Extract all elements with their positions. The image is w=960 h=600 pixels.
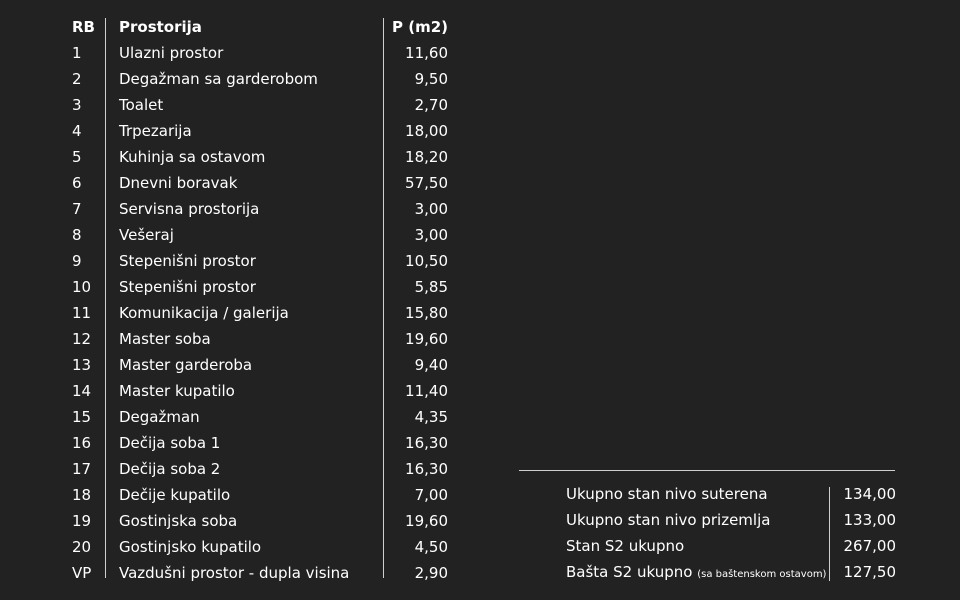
column-divider-rb: [105, 18, 106, 578]
room-area: 4,50: [414, 538, 448, 556]
table-row: [72, 352, 452, 378]
room-area: 3,00: [414, 226, 448, 244]
summary-label-group: [566, 481, 768, 507]
table-row: [72, 456, 452, 482]
room-name: Kuhinja sa ostavom: [119, 148, 266, 166]
room-area: 9,50: [414, 70, 448, 88]
row-number: 13: [72, 356, 92, 374]
table-header: [72, 14, 452, 40]
row-number: 2: [72, 70, 82, 88]
room-area: 5,85: [414, 278, 448, 296]
table-row: [72, 326, 452, 352]
table-row: [72, 404, 452, 430]
table-row: [72, 118, 452, 144]
row-number: 20: [72, 538, 92, 556]
row-number: 11: [72, 304, 92, 322]
room-name: Vešeraj: [119, 226, 174, 244]
table-row: [72, 508, 452, 534]
room-area: 19,60: [405, 512, 448, 530]
summary-label-group: [566, 533, 684, 559]
room-name: Master soba: [119, 330, 211, 348]
summary-value: 134,00: [843, 485, 896, 503]
summary-label: Ukupno stan nivo prizemlja: [566, 511, 771, 529]
room-area: 11,60: [405, 44, 448, 62]
summary-table: [566, 481, 896, 585]
row-number: 10: [72, 278, 92, 296]
summary-column-divider: [829, 487, 830, 581]
room-name: Toalet: [119, 96, 164, 114]
room-name: Dečije kupatilo: [119, 486, 231, 504]
table-row: [72, 40, 452, 66]
table-row: [72, 560, 452, 586]
summary-label: Stan S2 ukupno: [566, 537, 685, 555]
table-row: [72, 92, 452, 118]
summary-row: [566, 507, 896, 533]
summary-row: [566, 533, 896, 559]
table-row: [72, 196, 452, 222]
table-row: [72, 170, 452, 196]
row-number: 7: [72, 200, 82, 218]
table-row: [72, 222, 452, 248]
row-number: VP: [72, 564, 92, 582]
room-area: 16,30: [405, 460, 448, 478]
room-area: 10,50: [405, 252, 448, 270]
header-room: Prostorija: [119, 18, 202, 36]
room-area: 3,00: [414, 200, 448, 218]
rooms-table: [72, 14, 452, 586]
row-number: 16: [72, 434, 92, 452]
header-rb: RB: [72, 18, 95, 36]
room-area: 7,00: [414, 486, 448, 504]
room-area: 2,90: [414, 564, 448, 582]
row-number: 12: [72, 330, 92, 348]
room-area: 11,40: [405, 382, 448, 400]
room-area: 19,60: [405, 330, 448, 348]
table-row: [72, 430, 452, 456]
room-name: Degažman sa garderobom: [119, 70, 318, 88]
room-name: Dečija soba 1: [119, 434, 221, 452]
row-number: 4: [72, 122, 82, 140]
table-row: [72, 274, 452, 300]
row-number: 5: [72, 148, 82, 166]
summary-label-group: [566, 559, 826, 588]
summary-label-group: [566, 507, 770, 533]
table-row: [72, 248, 452, 274]
row-number: 6: [72, 174, 82, 192]
summary-divider: [519, 470, 895, 471]
table-row: [72, 300, 452, 326]
row-number: 18: [72, 486, 92, 504]
room-area: 9,40: [414, 356, 448, 374]
table-row: [72, 534, 452, 560]
row-number: 14: [72, 382, 92, 400]
table-row: [72, 66, 452, 92]
row-number: 15: [72, 408, 92, 426]
row-number: 17: [72, 460, 92, 478]
room-area: 2,70: [414, 96, 448, 114]
room-name: Dnevni boravak: [119, 174, 238, 192]
room-name: Servisna prostorija: [119, 200, 260, 218]
room-name: Master garderoba: [119, 356, 253, 374]
header-area: P (m2): [392, 18, 448, 36]
room-name: Master kupatilo: [119, 382, 235, 400]
row-number: 19: [72, 512, 92, 530]
room-name: Ulazni prostor: [119, 44, 224, 62]
room-area: 18,00: [405, 122, 448, 140]
room-name: Stepenišni prostor: [119, 252, 256, 270]
room-area: 4,35: [414, 408, 448, 426]
row-number: 9: [72, 252, 82, 270]
room-name: Gostinjska soba: [119, 512, 238, 530]
room-name: Komunikacija / galerija: [119, 304, 289, 322]
room-area: 16,30: [405, 434, 448, 452]
room-name: Dečija soba 2: [119, 460, 221, 478]
room-area: 57,50: [405, 174, 448, 192]
summary-note: (sa baštenskom ostavom): [697, 569, 827, 580]
room-area: 18,20: [405, 148, 448, 166]
row-number: 8: [72, 226, 82, 244]
table-row: [72, 482, 452, 508]
summary-row: [566, 559, 896, 585]
row-number: 3: [72, 96, 82, 114]
summary-label: Ukupno stan nivo suterena: [566, 485, 768, 503]
summary-value: 267,00: [843, 537, 896, 555]
room-name: Stepenišni prostor: [119, 278, 256, 296]
summary-row: [566, 481, 896, 507]
summary-value: 127,50: [843, 563, 896, 581]
row-number: 1: [72, 44, 82, 62]
room-name: Degažman: [119, 408, 200, 426]
summary-value: 133,00: [843, 511, 896, 529]
column-divider-area: [383, 18, 384, 578]
summary-label: Bašta S2 ukupno: [566, 563, 693, 581]
table-row: [72, 378, 452, 404]
room-name: Vazdušni prostor - dupla visina: [119, 564, 350, 582]
table-row: [72, 144, 452, 170]
room-name: Trpezarija: [119, 122, 192, 140]
room-name: Gostinjsko kupatilo: [119, 538, 262, 556]
room-area: 15,80: [405, 304, 448, 322]
table-body: [72, 40, 452, 586]
